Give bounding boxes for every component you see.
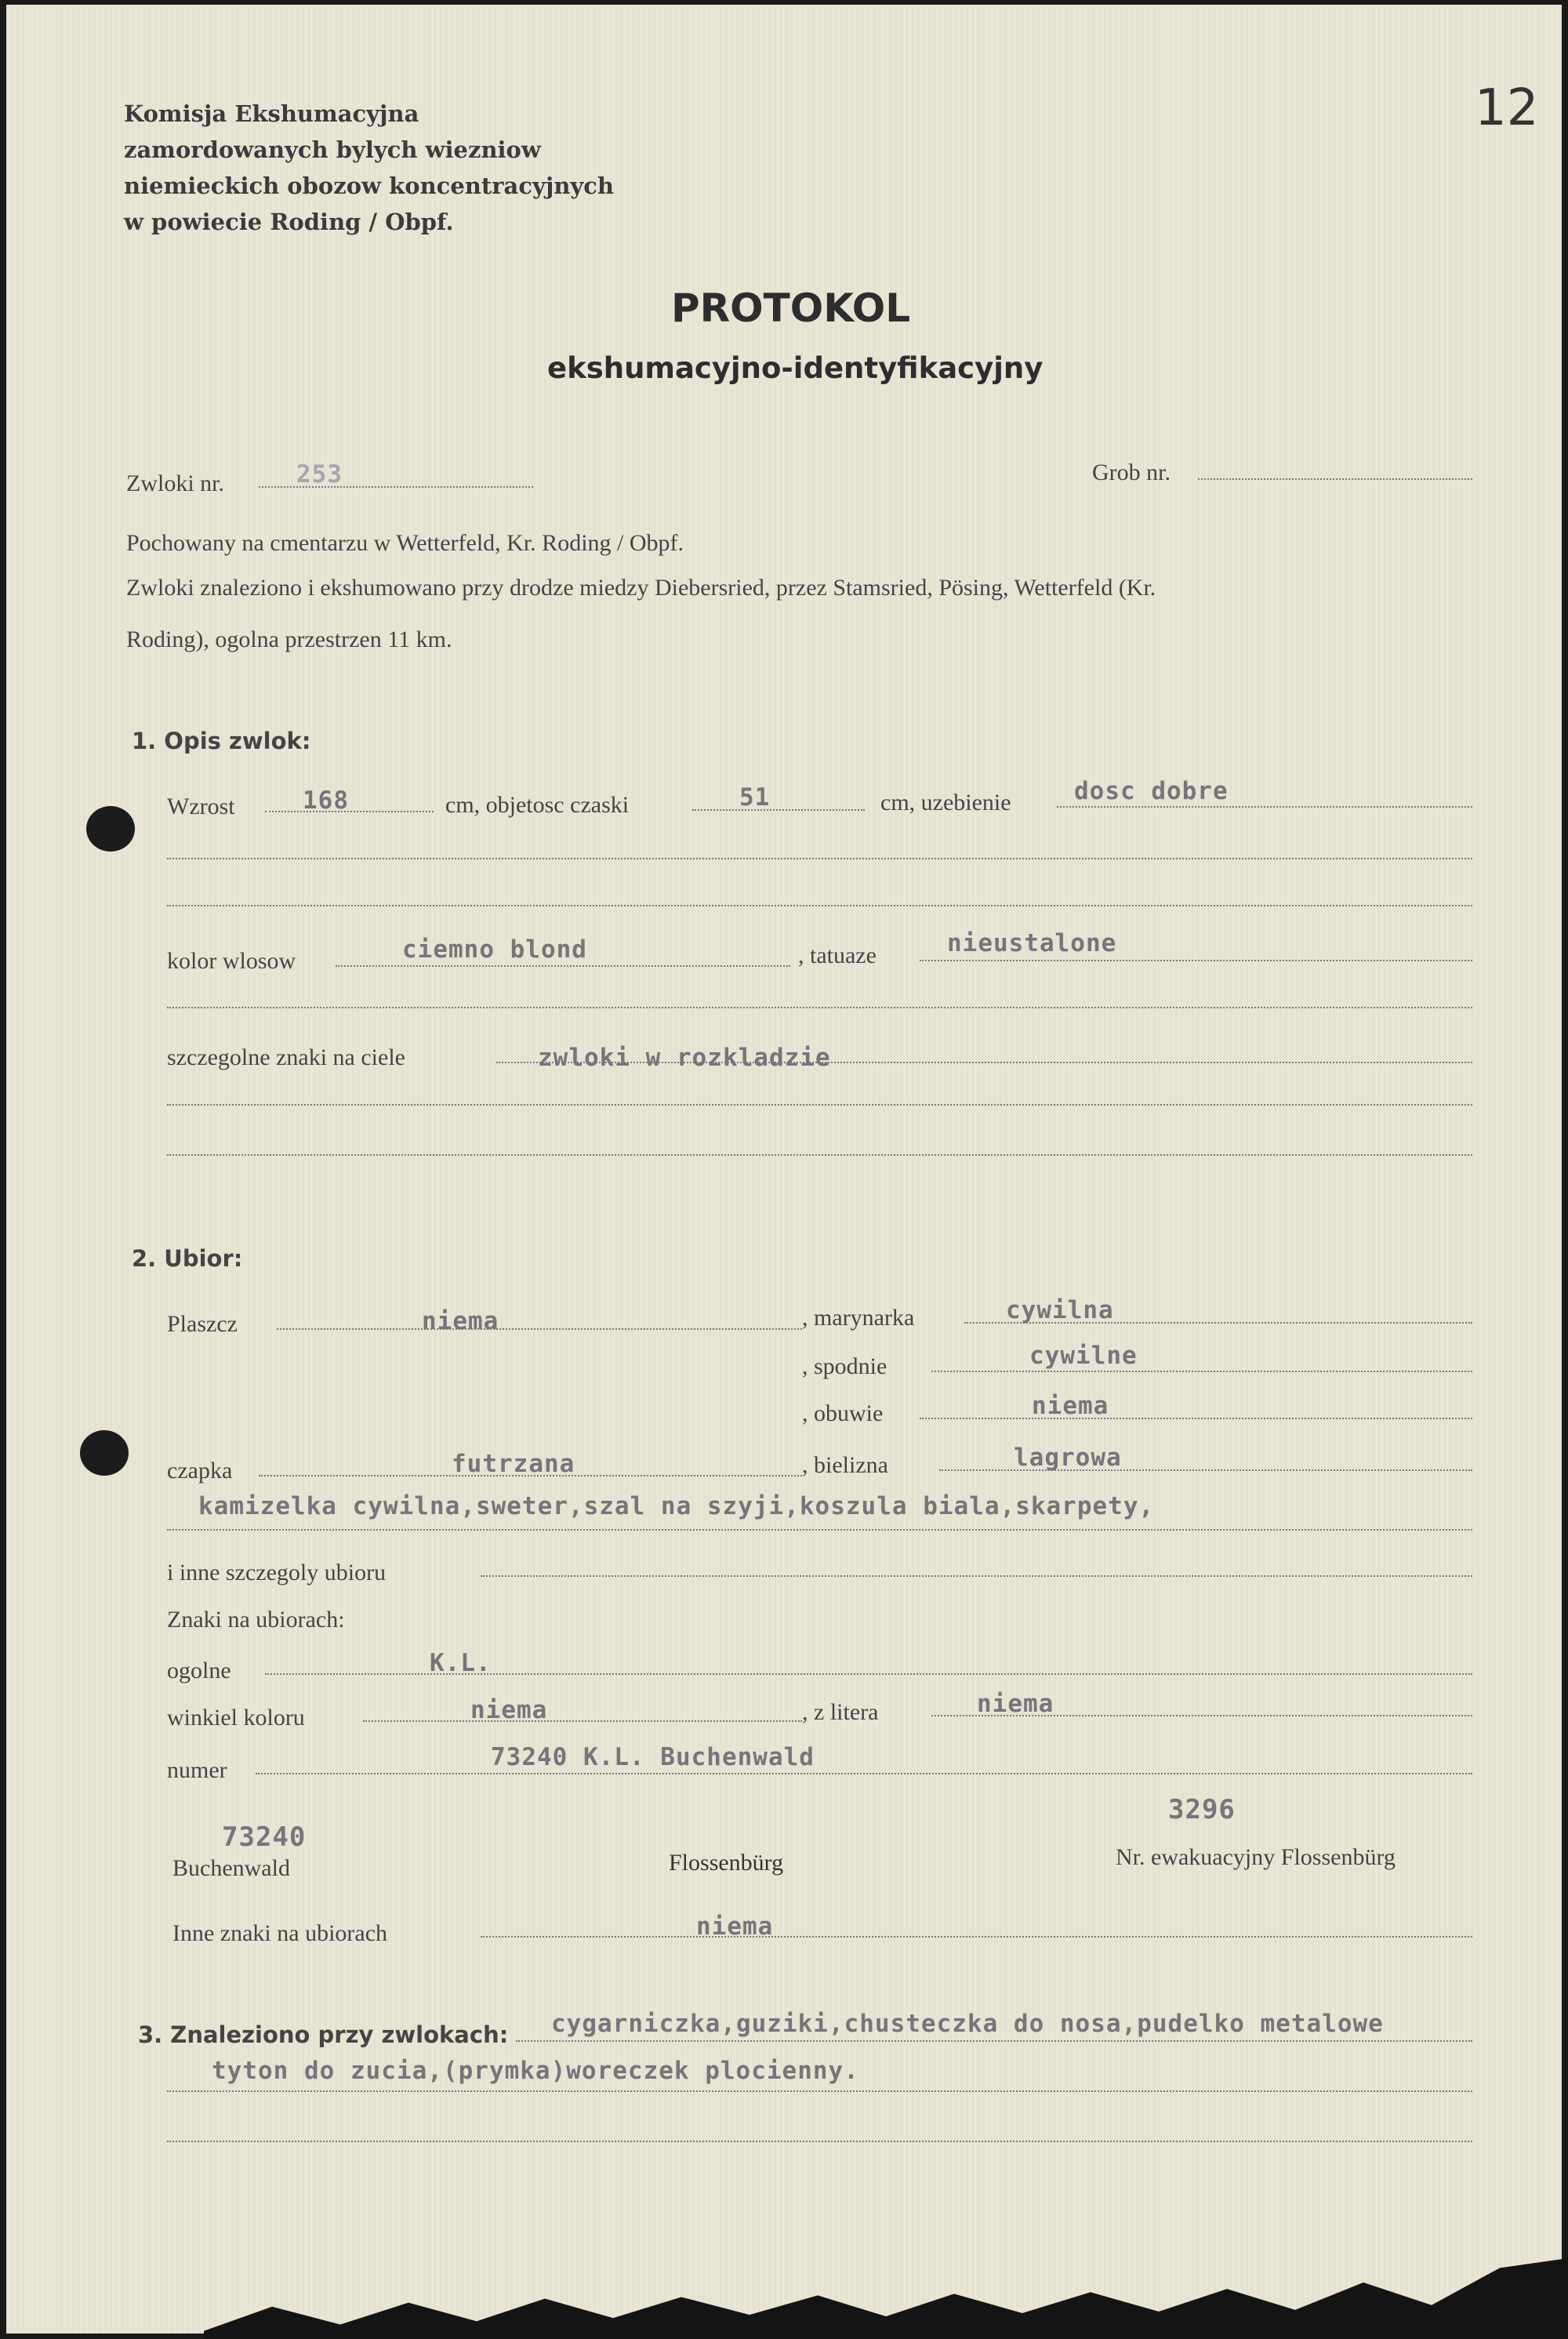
inne-znaki-value: niema	[696, 1912, 774, 1941]
found-items-line-2: tyton do zucia,(prymka)woreczek plocienny.	[212, 2057, 859, 2085]
found-line-2: Roding), ogolna przestrzen 11 km.	[126, 627, 452, 652]
inne-ubior-value: kamizelka cywilna,sweter,szal na szyji,koszula biala,skarpety,	[198, 1492, 1155, 1520]
plaszcz-value: niema	[422, 1307, 499, 1335]
kolor-label: kolor wlosow	[167, 948, 296, 974]
description-line-5	[167, 1007, 1472, 1008]
uzebienie-dotted-line	[1057, 806, 1472, 808]
litera-value: niema	[977, 1690, 1054, 1718]
document-subtitle: ekshumacyjno-identyfikacyjny	[547, 351, 1044, 385]
buchenwald-number: 73240	[222, 1821, 307, 1853]
description-line-7	[167, 1104, 1472, 1106]
ogolne-value: K.L.	[430, 1649, 492, 1677]
grob-dotted-line	[1198, 478, 1472, 480]
spodnie-value: cywilne	[1029, 1342, 1138, 1370]
org-line-4: w powiecie Roding / Obpf.	[124, 209, 454, 235]
protocol-sheet	[6, 5, 1562, 2334]
tatuaze-value: nieustalone	[947, 929, 1117, 957]
flossenburg-label: Flossenbürg	[669, 1850, 784, 1876]
inne-ubior-dotted-line-top	[167, 1529, 1472, 1531]
winkiel-label: winkiel koloru	[167, 1705, 305, 1731]
obuwie-value: niema	[1032, 1392, 1109, 1420]
ogolne-label: ogolne	[167, 1658, 231, 1683]
burial-text: Pochowany na cmentarzu w Wetterfeld, Kr. Roding / Obpf.	[126, 530, 684, 556]
description-line-2	[167, 858, 1472, 859]
inne-ubior-dotted-line	[481, 1575, 1472, 1577]
org-line-1: Komisja Ekshumacyjna	[124, 100, 419, 127]
czaszka-value: 51	[739, 783, 771, 812]
ewakuacyjny-label: Nr. ewakuacyjny Flossenbürg	[1116, 1844, 1396, 1870]
marynarka-value: cywilna	[1006, 1296, 1114, 1324]
bielizna-label: , bielizna	[802, 1452, 888, 1478]
buchenwald-label: Buchenwald	[172, 1855, 290, 1881]
inne-znaki-dotted-line	[481, 1936, 1472, 1938]
found-items-line-1: cygarniczka,guziki,chusteczka do nosa,pudelko metalowe	[551, 2010, 1384, 2038]
kolor-dotted-line	[336, 965, 790, 967]
binder-hole-top	[86, 806, 135, 852]
binder-hole-bottom	[80, 1430, 129, 1476]
description-line-3	[167, 905, 1472, 906]
uzebienie-value: dosc dobre	[1074, 777, 1229, 805]
inne-ubior-label: i inne szczegoly ubioru	[167, 1560, 387, 1585]
cm-uzebienie-label: cm, uzebienie	[880, 790, 1011, 815]
czapka-label: czapka	[167, 1458, 233, 1484]
spodnie-dotted-line	[931, 1371, 1472, 1372]
plaszcz-label: Plaszcz	[167, 1311, 238, 1337]
czaszka-dotted-line	[692, 809, 865, 811]
section-2-heading: 2. Ubior:	[132, 1245, 243, 1272]
found-items-dotted-line-1	[516, 2040, 1472, 2042]
obuwie-label: , obuwie	[802, 1400, 884, 1426]
inne-znaki-label: Inne znaki na ubiorach	[172, 1920, 388, 1946]
found-line-1: Zwloki znaleziono i ekshumowano przy drodze miedzy Diebersried, przez Stamsried, Pösing, Wetterfeld (Kr.	[126, 575, 1156, 601]
numer-value: 73240 K.L. Buchenwald	[491, 1743, 815, 1771]
znaki-cialo-label: szczegolne znaki na ciele	[167, 1044, 405, 1070]
ewakuacyjny-number: 3296	[1168, 1794, 1236, 1825]
description-line-8	[167, 1154, 1472, 1156]
kolor-value: ciemno blond	[402, 935, 587, 964]
found-items-dotted-line-3	[167, 2141, 1472, 2142]
czapka-value: futrzana	[452, 1450, 575, 1478]
bielizna-value: lagrowa	[1014, 1444, 1122, 1472]
znaki-cialo-value: zwloki w rozkladzie	[538, 1044, 831, 1072]
obuwie-dotted-line	[920, 1418, 1472, 1419]
winkiel-dotted-line	[363, 1720, 802, 1722]
page-number: 12	[1475, 79, 1539, 137]
tatuaze-label: , tatuaze	[798, 943, 877, 968]
marynarka-label: , marynarka	[802, 1305, 915, 1331]
wzrost-dotted-line	[265, 811, 434, 812]
litera-label: , z litera	[802, 1699, 879, 1725]
grob-label: Grob nr.	[1092, 459, 1171, 485]
znaki-ubior-label: Znaki na ubiorach:	[167, 1607, 345, 1633]
org-line-3: niemieckich obozow koncentracyjnych	[124, 173, 615, 199]
tatuaze-dotted-line	[920, 960, 1472, 961]
zwloki-label: Zwloki nr.	[126, 470, 224, 496]
numer-dotted-line	[256, 1773, 1472, 1774]
numer-label: numer	[167, 1757, 227, 1783]
section-3-heading: 3. Znaleziono przy zwlokach:	[138, 2021, 509, 2048]
found-items-dotted-line-2	[167, 2090, 1472, 2092]
zwloki-value: 253	[296, 460, 343, 489]
spodnie-label: , spodnie	[802, 1353, 887, 1379]
wzrost-label: Wzrost	[167, 794, 235, 819]
plaszcz-dotted-line	[277, 1328, 802, 1330]
winkiel-value: niema	[470, 1696, 548, 1724]
document-title: PROTOKOL	[671, 285, 911, 331]
wzrost-value: 168	[303, 786, 349, 815]
cm-czaszka-label: cm, objetosc czaski	[445, 792, 630, 818]
section-1-heading: 1. Opis zwlok:	[132, 728, 311, 754]
org-line-2: zamordowanych bylych wiezniow	[124, 136, 541, 163]
